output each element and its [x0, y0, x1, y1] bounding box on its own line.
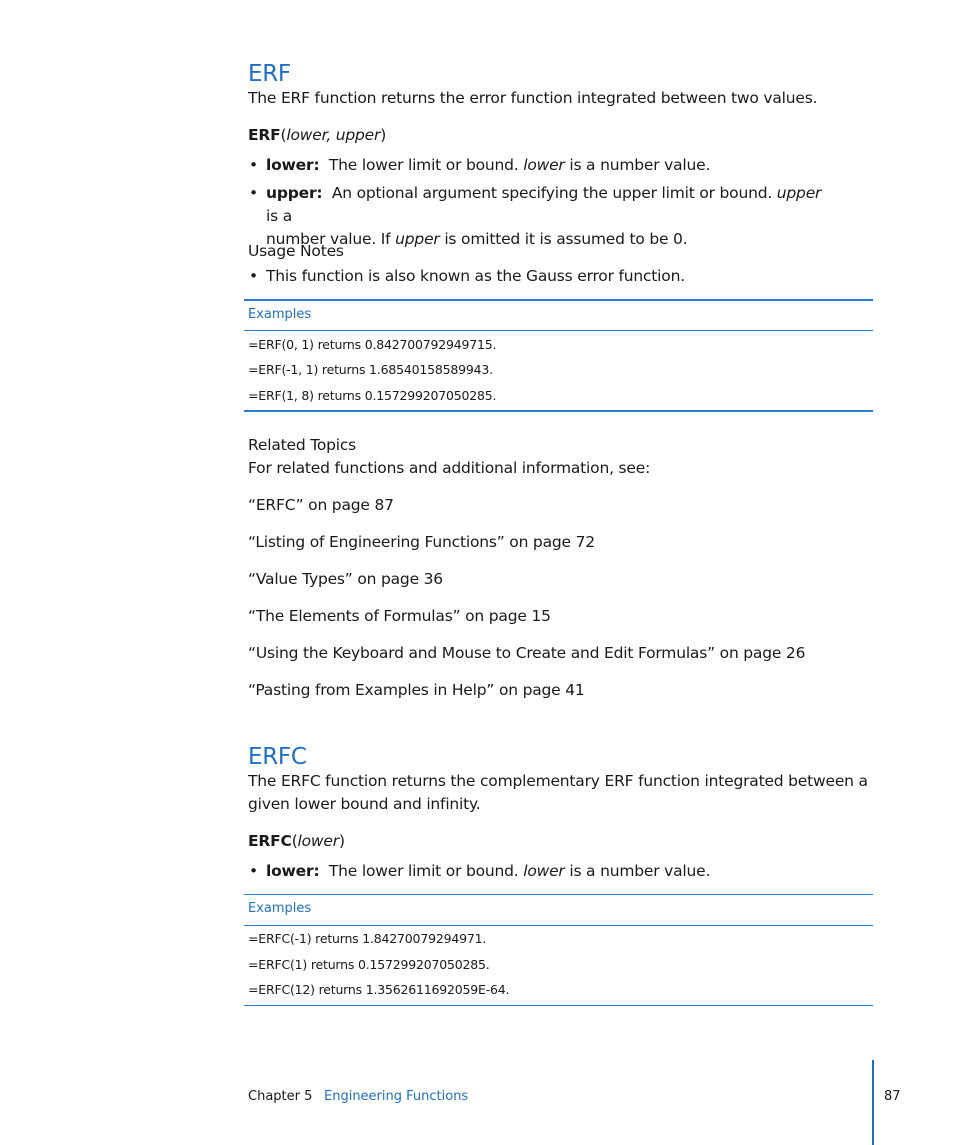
- arg-desc-end: is a number value.: [564, 862, 711, 880]
- erfc-syntax-close: ): [338, 832, 345, 850]
- footer-chapter-title[interactable]: Engineering Functions: [324, 1089, 469, 1104]
- bullet-dot: •: [249, 862, 258, 880]
- erf-syntax-args: lower, upper: [286, 126, 381, 144]
- related-link-elements-of-formulas[interactable]: “The Elements of Formulas” on page 15: [248, 607, 551, 625]
- footer-divider: [872, 1060, 874, 1145]
- related-link-value-types[interactable]: “Value Types” on page 36: [248, 570, 443, 588]
- arg-desc-line2-end: is omitted it is assumed to be 0.: [439, 230, 688, 248]
- bullet-dot: •: [249, 156, 258, 174]
- erf-syntax-name: ERF: [248, 126, 281, 144]
- footer-chapter: Chapter 5: [248, 1089, 313, 1104]
- bullet-dot: •: [249, 184, 258, 202]
- related-link-erfc[interactable]: “ERFC” on page 87: [248, 496, 394, 514]
- examples-bottom-rule: [244, 410, 873, 412]
- erf-description: The ERF function returns the error function integrated between two values.: [248, 89, 818, 107]
- erf-example-3: =ERF(1, 8) returns 0.157299207050285.: [248, 388, 497, 403]
- erfc-title: ERFC: [248, 744, 307, 770]
- arg-desc: The lower limit or bound.: [328, 862, 524, 880]
- erf-arg-lower-text: [266, 154, 831, 177]
- arg-italic: lower: [523, 862, 565, 880]
- erf-title: ERF: [248, 61, 291, 87]
- examples-bottom-rule: [244, 1005, 873, 1006]
- erfc-examples-heading: Examples: [248, 901, 312, 916]
- erf-example-2: =ERF(-1, 1) returns 1.68540158589943.: [248, 362, 493, 377]
- bullet-dot: •: [249, 267, 258, 285]
- related-link-keyboard-mouse[interactable]: “Using the Keyboard and Mouse to Create and Edit Formulas” on page 26: [248, 644, 806, 662]
- related-topics-heading: Related Topics: [248, 436, 357, 454]
- erfc-example-1: =ERFC(-1) returns 1.84270079294971.: [248, 931, 487, 946]
- arg-desc-end: is a number value.: [564, 156, 711, 174]
- arg-term: lower:: [266, 862, 320, 880]
- arg-italic: lower: [523, 156, 565, 174]
- arg-desc-end: is a: [266, 207, 293, 225]
- usage-note: [249, 265, 849, 288]
- arg-italic-line2: upper: [395, 230, 440, 248]
- related-topics-intro: For related functions and additional information, see:: [248, 459, 651, 477]
- erf-arg-upper-text: [266, 182, 831, 251]
- examples-top-rule: [244, 894, 873, 895]
- erfc-arg-lower: [249, 860, 849, 883]
- erfc-example-2: =ERFC(1) returns 0.157299207050285.: [248, 957, 490, 972]
- erf-syntax: [248, 124, 386, 146]
- erf-examples-heading: Examples: [248, 307, 312, 322]
- erfc-example-3: =ERFC(12) returns 1.3562611692059E-64.: [248, 982, 510, 997]
- erfc-description-line2: given lower bound and infinity.: [248, 795, 481, 813]
- related-link-pasting-examples[interactable]: “Pasting from Examples in Help” on page 41: [248, 681, 585, 699]
- examples-top-rule: [244, 299, 873, 301]
- arg-desc: An optional argument specifying the upper limit or bound.: [331, 184, 777, 202]
- arg-term: upper:: [266, 184, 323, 202]
- erfc-syntax: [248, 830, 345, 852]
- erfc-syntax-open: (: [291, 832, 298, 850]
- related-link-engineering-functions[interactable]: “Listing of Engineering Functions” on page 72: [248, 533, 595, 551]
- erfc-syntax-name: ERFC: [248, 832, 292, 850]
- arg-desc-line2: number value. If: [266, 230, 396, 248]
- arg-desc: The lower limit or bound.: [328, 156, 524, 174]
- usage-notes-heading: Usage Notes: [248, 242, 344, 260]
- erf-syntax-open: (: [280, 126, 287, 144]
- erf-arg-upper: [249, 182, 849, 248]
- erfc-arg-lower-text: [266, 860, 831, 883]
- arg-italic: upper: [776, 184, 822, 202]
- erfc-syntax-args: lower: [297, 832, 339, 850]
- examples-header-rule: [244, 925, 873, 926]
- usage-note-text: This function is also known as the Gauss error function.: [266, 267, 685, 285]
- arg-term: lower:: [266, 156, 320, 174]
- erfc-description-line1: The ERFC function returns the complementary ERF function integrated between a: [248, 772, 868, 790]
- page-number: 87: [884, 1089, 901, 1104]
- examples-header-rule: [244, 330, 873, 331]
- erf-arg-lower: [249, 154, 849, 177]
- erf-example-1: =ERF(0, 1) returns 0.842700792949715.: [248, 337, 497, 352]
- erf-syntax-close: ): [380, 126, 387, 144]
